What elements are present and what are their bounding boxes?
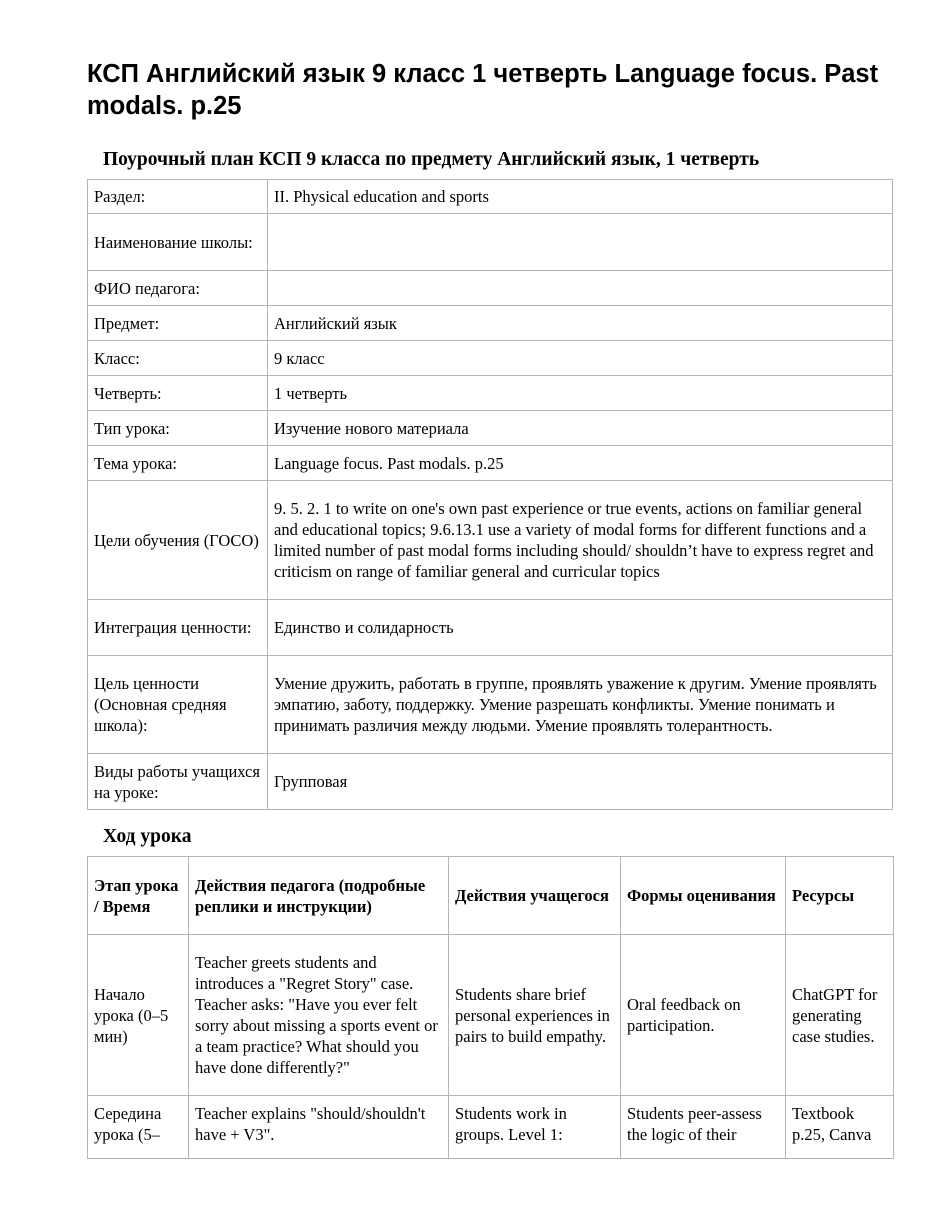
lesson-row <box>88 935 894 1096</box>
resources-cell: Textbook p.25, Canva <box>786 1096 894 1159</box>
info-value: 9. 5. 2. 1 to write on one's own past experience or true events, actions on familiar general and educational topics; 9.6.13.1 use a variety of modal forms for different functions and a limited number of past modal forms including should/ shouldn’t have to express regret and criticism on range of familiar general and curricular topics <box>268 481 893 600</box>
info-value: Единство и солидарность <box>268 600 893 656</box>
info-row-lesson-type <box>88 411 893 446</box>
info-value: Language focus. Past modals. p.25 <box>268 446 893 481</box>
info-label: ФИО педагога: <box>88 271 268 306</box>
info-label: Тема урока: <box>88 446 268 481</box>
info-label: Цель ценности (Основная средняя школа): <box>88 656 268 754</box>
stage-cell: Начало урока (0–5 мин) <box>88 935 189 1096</box>
info-row-topic <box>88 446 893 481</box>
info-row-section <box>88 180 893 214</box>
page-title: КСП Английский язык 9 класс 1 четверть Language focus. Past modals. p.25 <box>87 60 879 120</box>
info-value <box>268 214 893 271</box>
info-row-subject <box>88 306 893 341</box>
info-value: Групповая <box>268 754 893 810</box>
info-label: Четверть: <box>88 376 268 411</box>
info-label: Класс: <box>88 341 268 376</box>
info-label: Интеграция ценности: <box>88 600 268 656</box>
info-value: Изучение нового материала <box>268 411 893 446</box>
student-actions-cell: Students work in groups. Level 1: <box>449 1096 621 1159</box>
assessment-cell: Oral feedback on participation. <box>621 935 786 1096</box>
info-row-term <box>88 376 893 411</box>
teacher-actions-cell: Teacher explains "should/shouldn't have + V3". <box>189 1096 449 1159</box>
info-label: Виды работы учащихся на уроке: <box>88 754 268 810</box>
lesson-row <box>88 1096 894 1159</box>
info-label: Предмет: <box>88 306 268 341</box>
info-value: Английский язык <box>268 306 893 341</box>
student-actions-cell: Students share brief personal experiences in pairs to build empathy. <box>449 935 621 1096</box>
info-value <box>268 271 893 306</box>
plan-heading: Поурочный план КСП 9 класса по предмету Английский язык, 1 четверть <box>103 149 760 170</box>
column-header-assessment: Формы оценивания <box>621 857 786 935</box>
lesson-flow-table <box>87 856 894 1159</box>
stage-cell: Середина урока (5– <box>88 1096 189 1159</box>
info-label: Раздел: <box>88 180 268 214</box>
info-row-work-types <box>88 754 893 810</box>
info-value: Умение дружить, работать в группе, проявлять уважение к другим. Умение проявлять эмпатию, заботу, поддержку. Умение разрешать конфликты. Умение понимать и принимать различия между людьми. Умение проявлять толерантность. <box>268 656 893 754</box>
info-row-grade <box>88 341 893 376</box>
info-row-value-integration <box>88 600 893 656</box>
column-header-student-actions: Действия учащегося <box>449 857 621 935</box>
lesson-info-table <box>87 179 893 810</box>
info-row-value-goal <box>88 656 893 754</box>
column-header-teacher-actions: Действия педагога (подробные реплики и инструкции) <box>189 857 449 935</box>
info-value: 1 четверть <box>268 376 893 411</box>
info-label: Цели обучения (ГОСО) <box>88 481 268 600</box>
course-heading: Ход урока <box>103 826 192 847</box>
info-row-objectives <box>88 481 893 600</box>
assessment-cell: Students peer-assess the logic of their <box>621 1096 786 1159</box>
info-row-teacher <box>88 271 893 306</box>
info-label: Тип урока: <box>88 411 268 446</box>
info-value: 9 класс <box>268 341 893 376</box>
lesson-table-header <box>88 857 894 935</box>
column-header-stage: Этап урока / Время <box>88 857 189 935</box>
info-label: Наименование школы: <box>88 214 268 271</box>
column-header-resources: Ресурсы <box>786 857 894 935</box>
info-row-school <box>88 214 893 271</box>
info-value: II. Physical education and sports <box>268 180 893 214</box>
teacher-actions-cell: Teacher greets students and introduces a "Regret Story" case. Teacher asks: "Have you ever felt sorry about missing a sports event or a team practice? What should you have done differently?" <box>189 935 449 1096</box>
resources-cell: ChatGPT for generating case studies. <box>786 935 894 1096</box>
